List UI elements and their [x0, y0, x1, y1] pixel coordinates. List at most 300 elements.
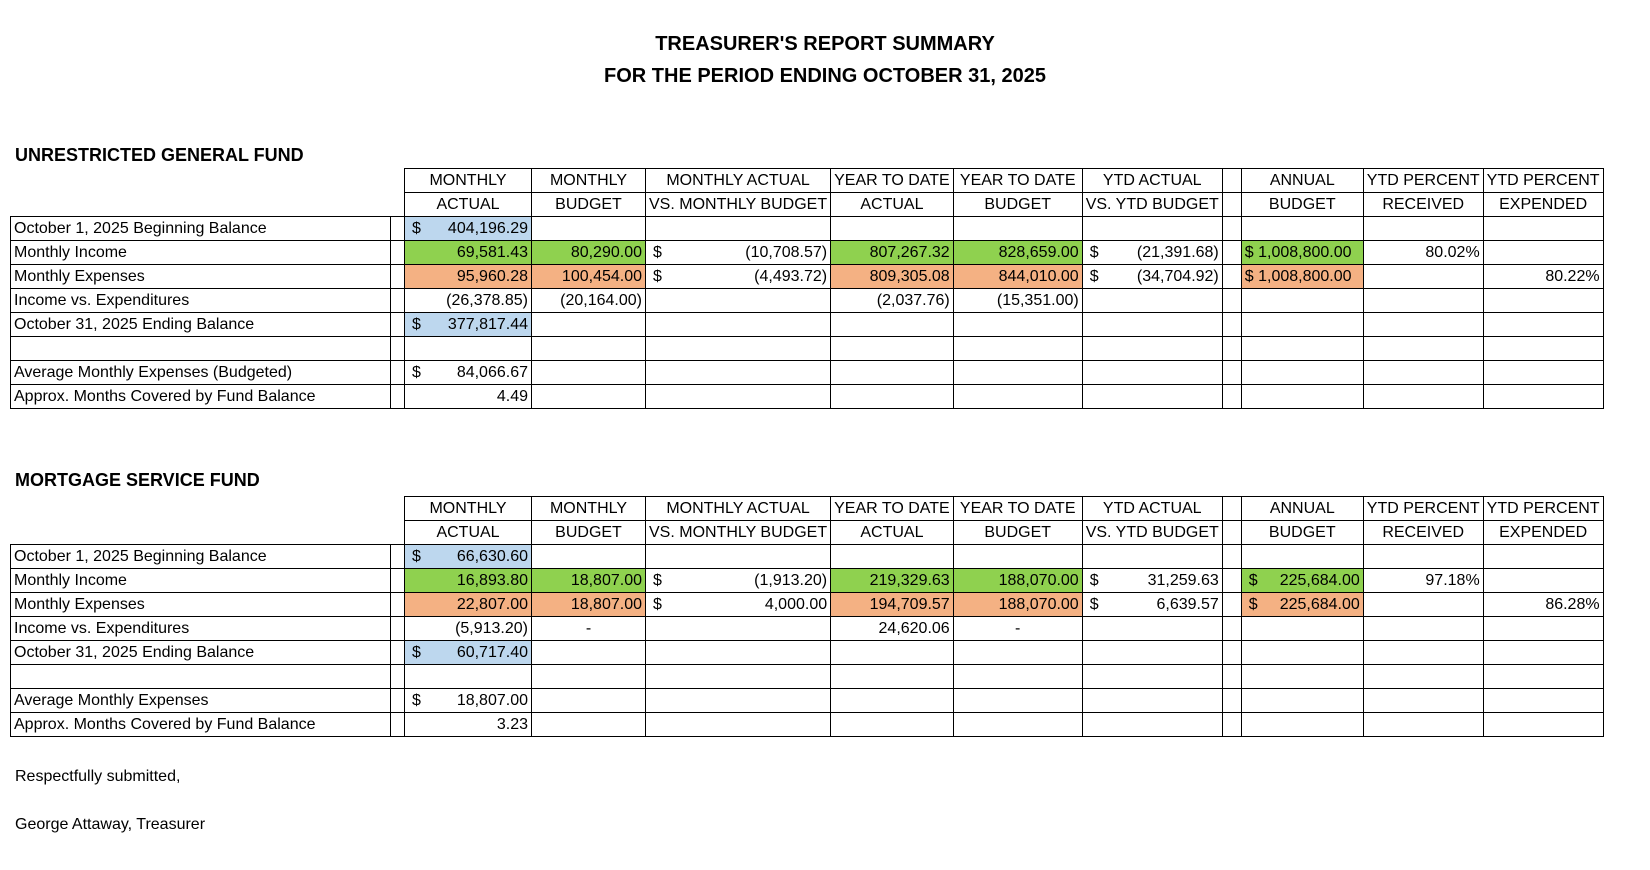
- amount: 188,070.00: [998, 571, 1079, 589]
- value-cell: [1363, 313, 1483, 337]
- value-cell: [405, 641, 532, 665]
- value-cell: [1222, 641, 1241, 665]
- column-header: ACTUAL: [405, 521, 532, 545]
- spacer-cell: [391, 385, 405, 409]
- value-cell: [953, 569, 1082, 593]
- empty-cell: [11, 521, 391, 545]
- amount: 86.28%: [1545, 595, 1600, 613]
- value-cell: [1222, 665, 1241, 689]
- column-header: MONTHLY: [405, 497, 532, 521]
- amount: 100,454.00: [561, 267, 642, 285]
- table-row: [11, 289, 1604, 313]
- value-cell: [646, 361, 831, 385]
- currency-symbol: $: [412, 691, 421, 709]
- value-cell: [953, 313, 1082, 337]
- value-cell: [831, 337, 954, 361]
- column-header: YTD PERCENT: [1483, 497, 1603, 521]
- column-header: ACTUAL: [405, 193, 532, 217]
- amount: (4,493.72): [754, 267, 828, 285]
- value-cell: [953, 641, 1082, 665]
- value-cell: [1222, 265, 1241, 289]
- table-row: [11, 569, 1604, 593]
- value-cell: [646, 545, 831, 569]
- amount-with-symbol: [1245, 266, 1352, 288]
- currency-value: [649, 266, 827, 288]
- value-cell: [1222, 241, 1241, 265]
- value-cell: [953, 689, 1082, 713]
- unrestricted-general-fund-title: UNRESTRICTED GENERAL FUND: [15, 145, 304, 165]
- value-cell: [646, 665, 831, 689]
- value-cell: [646, 289, 831, 313]
- value-cell: [1222, 385, 1241, 409]
- value-cell: [646, 313, 831, 337]
- value-cell: [532, 641, 646, 665]
- value-cell: [1222, 545, 1241, 569]
- amount: (1,913.20): [754, 571, 828, 589]
- column-header: MONTHLY: [532, 497, 646, 521]
- value-cell: [1241, 593, 1363, 617]
- column-header: EXPENDED: [1483, 193, 1603, 217]
- currency-symbol: $: [1244, 243, 1254, 261]
- empty-cell: [11, 497, 391, 521]
- value-cell: [1222, 361, 1241, 385]
- value-cell: [1222, 713, 1241, 737]
- value-cell: [1082, 265, 1222, 289]
- spacer-cell: [391, 545, 405, 569]
- value-cell: [1241, 241, 1363, 265]
- value-cell: [1363, 217, 1483, 241]
- value-cell: [405, 617, 532, 641]
- currency-value: [649, 242, 827, 264]
- value-cell: [405, 593, 532, 617]
- currency-symbol: $: [1248, 595, 1258, 613]
- value-cell: [831, 217, 954, 241]
- value-cell: [532, 289, 646, 313]
- amount: 22,807.00: [456, 595, 528, 613]
- row-label: October 1, 2025 Beginning Balance: [11, 217, 391, 241]
- currency-symbol: $: [1248, 571, 1258, 589]
- value-cell: [532, 313, 646, 337]
- currency-value: [408, 218, 528, 240]
- value-cell: [1363, 265, 1483, 289]
- column-header: VS. MONTHLY BUDGET: [646, 193, 831, 217]
- amount: (15,351.00): [996, 291, 1079, 309]
- amount: (5,913.20): [455, 619, 528, 637]
- amount: 66,630.60: [456, 547, 528, 565]
- amount: 844,010.00: [998, 267, 1079, 285]
- value-cell: [1483, 545, 1603, 569]
- column-header: YTD PERCENT: [1363, 497, 1483, 521]
- value-cell: [646, 241, 831, 265]
- row-label: Approx. Months Covered by Fund Balance: [11, 385, 391, 409]
- amount: 60,717.40: [456, 643, 528, 661]
- value-cell: [1082, 569, 1222, 593]
- amount: (26,378.85): [446, 291, 528, 309]
- spacer-cell: [391, 361, 405, 385]
- value-cell: [1363, 593, 1483, 617]
- value-cell: [953, 593, 1082, 617]
- value-cell: [405, 361, 532, 385]
- currency-symbol: $: [412, 643, 421, 661]
- value-cell: [1082, 217, 1222, 241]
- value-cell: [953, 265, 1082, 289]
- amount: 194,709.57: [869, 595, 950, 613]
- currency-symbol: $: [1244, 267, 1254, 285]
- value-cell: [831, 289, 954, 313]
- column-header: RECEIVED: [1363, 193, 1483, 217]
- amount: 219,329.63: [869, 571, 950, 589]
- value-cell: [532, 689, 646, 713]
- column-header: [1222, 521, 1241, 545]
- value-cell: [953, 217, 1082, 241]
- value-cell: [646, 593, 831, 617]
- value-cell: [1082, 713, 1222, 737]
- column-header: [1222, 497, 1241, 521]
- column-header: RECEIVED: [1363, 521, 1483, 545]
- value-cell: [831, 689, 954, 713]
- table-row: [11, 665, 1604, 689]
- value-cell: [532, 545, 646, 569]
- table-row: [11, 385, 1604, 409]
- column-header: MONTHLY: [405, 169, 532, 193]
- currency-symbol: $: [653, 571, 662, 589]
- value-cell: [1363, 241, 1483, 265]
- currency-value: [408, 546, 528, 568]
- currency-value: [408, 690, 528, 712]
- value-cell: [1082, 593, 1222, 617]
- table-row: [11, 265, 1604, 289]
- currency-symbol: $: [412, 363, 421, 381]
- value-cell: [646, 217, 831, 241]
- empty-cell: [391, 521, 405, 545]
- amount: 18,807.00: [570, 571, 642, 589]
- value-cell: [953, 361, 1082, 385]
- spacer-cell: [391, 337, 405, 361]
- report-title: TREASURER'S REPORT SUMMARY: [655, 33, 995, 55]
- value-cell: [831, 617, 954, 641]
- value-cell: [405, 665, 532, 689]
- amount: (34,704.92): [1136, 267, 1219, 285]
- value-cell: [1082, 289, 1222, 313]
- row-label: Average Monthly Expenses (Budgeted): [11, 361, 391, 385]
- value-cell: [1241, 313, 1363, 337]
- row-label: Monthly Income: [11, 241, 391, 265]
- value-cell: [405, 241, 532, 265]
- currency-value: [408, 642, 528, 664]
- value-cell: [1082, 617, 1222, 641]
- value-cell: [1222, 593, 1241, 617]
- value-cell: [1483, 617, 1603, 641]
- currency-symbol: $: [1089, 571, 1099, 589]
- currency-value: [649, 594, 827, 616]
- value-cell: [646, 265, 831, 289]
- row-label: Monthly Expenses: [11, 265, 391, 289]
- value-cell: [646, 385, 831, 409]
- value-cell: [1363, 289, 1483, 313]
- amount: -: [1015, 619, 1021, 637]
- column-header: VS. MONTHLY BUDGET: [646, 521, 831, 545]
- column-header: ACTUAL: [831, 521, 954, 545]
- closing-line: Respectfully submitted,: [15, 768, 181, 785]
- value-cell: [1241, 569, 1363, 593]
- column-header: YEAR TO DATE: [831, 497, 954, 521]
- value-cell: [1363, 385, 1483, 409]
- value-cell: [831, 665, 954, 689]
- table-row: [11, 593, 1604, 617]
- value-cell: [405, 569, 532, 593]
- value-cell: [1082, 241, 1222, 265]
- currency-symbol: $: [412, 219, 421, 237]
- amount: 3.23: [496, 715, 528, 733]
- value-cell: [646, 689, 831, 713]
- value-cell: [532, 265, 646, 289]
- value-cell: [1241, 265, 1363, 289]
- amount: 95,960.28: [456, 267, 528, 285]
- value-cell: [532, 241, 646, 265]
- amount-with-symbol: [1245, 242, 1352, 264]
- currency-value: [1086, 570, 1219, 592]
- column-header: ANNUAL: [1241, 497, 1363, 521]
- value-cell: [831, 545, 954, 569]
- column-header: MONTHLY: [532, 169, 646, 193]
- value-cell: [1082, 385, 1222, 409]
- value-cell: [953, 241, 1082, 265]
- column-header: [1222, 193, 1241, 217]
- spacer-cell: [391, 641, 405, 665]
- column-header: BUDGET: [953, 193, 1082, 217]
- table-row: [11, 641, 1604, 665]
- currency-value: [1086, 266, 1219, 288]
- value-cell: [953, 337, 1082, 361]
- amount: (21,391.68): [1136, 243, 1219, 261]
- value-cell: [1483, 689, 1603, 713]
- unrestricted-general-fund-table: [10, 168, 1604, 409]
- column-header: BUDGET: [532, 521, 646, 545]
- value-cell: [405, 289, 532, 313]
- currency-symbol: $: [412, 547, 421, 565]
- spacer-cell: [391, 313, 405, 337]
- value-cell: [646, 569, 831, 593]
- empty-cell: [391, 497, 405, 521]
- amount: 6,639.57: [1156, 595, 1219, 613]
- value-cell: [831, 593, 954, 617]
- value-cell: [405, 545, 532, 569]
- row-label: Approx. Months Covered by Fund Balance: [11, 713, 391, 737]
- column-header: EXPENDED: [1483, 521, 1603, 545]
- table-row: [11, 617, 1604, 641]
- value-cell: [1241, 689, 1363, 713]
- currency-value: [649, 570, 827, 592]
- column-header: YEAR TO DATE: [953, 497, 1082, 521]
- value-cell: [532, 337, 646, 361]
- amount: 16,893.80: [456, 571, 528, 589]
- value-cell: [1082, 545, 1222, 569]
- value-cell: [405, 337, 532, 361]
- currency-value: [1245, 594, 1360, 616]
- value-cell: [1241, 361, 1363, 385]
- currency-value: [408, 362, 528, 384]
- column-header: YTD ACTUAL: [1082, 497, 1222, 521]
- amount: 225,684.00: [1279, 571, 1360, 589]
- value-cell: [953, 713, 1082, 737]
- row-label: Average Monthly Expenses: [11, 689, 391, 713]
- value-cell: [953, 617, 1082, 641]
- value-cell: [646, 617, 831, 641]
- value-cell: [1082, 337, 1222, 361]
- value-cell: [1241, 665, 1363, 689]
- value-cell: [1363, 545, 1483, 569]
- column-header: YTD ACTUAL: [1082, 169, 1222, 193]
- amount: 807,267.32: [869, 243, 950, 261]
- spacer-cell: [391, 265, 405, 289]
- empty-cell: [391, 169, 405, 193]
- value-cell: [532, 569, 646, 593]
- value-cell: [1241, 545, 1363, 569]
- value-cell: [953, 289, 1082, 313]
- spacer-cell: [391, 593, 405, 617]
- currency-symbol: $: [412, 315, 421, 333]
- value-cell: [1082, 361, 1222, 385]
- amount: 24,620.06: [878, 619, 950, 637]
- value-cell: [1363, 641, 1483, 665]
- value-cell: [831, 385, 954, 409]
- amount: 18,807.00: [456, 691, 528, 709]
- row-label: [11, 337, 391, 361]
- currency-symbol: $: [653, 243, 662, 261]
- value-cell: [831, 361, 954, 385]
- row-label: Income vs. Expenditures: [11, 617, 391, 641]
- value-cell: [1222, 337, 1241, 361]
- value-cell: [1241, 641, 1363, 665]
- column-header: BUDGET: [1241, 193, 1363, 217]
- value-cell: [1363, 689, 1483, 713]
- amount: 809,305.08: [869, 267, 950, 285]
- column-header: MONTHLY ACTUAL: [646, 497, 831, 521]
- amount: 80,290.00: [570, 243, 642, 261]
- amount: 31,259.63: [1147, 571, 1219, 589]
- value-cell: [1222, 289, 1241, 313]
- column-header: BUDGET: [532, 193, 646, 217]
- value-cell: [532, 361, 646, 385]
- spacer-cell: [391, 289, 405, 313]
- value-cell: [405, 689, 532, 713]
- currency-value: [1086, 594, 1219, 616]
- value-cell: [1483, 337, 1603, 361]
- currency-symbol: $: [1089, 267, 1099, 285]
- amount: 4,000.00: [764, 595, 828, 613]
- spacer-cell: [391, 217, 405, 241]
- spacer-cell: [391, 713, 405, 737]
- report-subtitle: FOR THE PERIOD ENDING OCTOBER 31, 2025: [604, 65, 1046, 87]
- value-cell: [532, 665, 646, 689]
- column-header: VS. YTD BUDGET: [1082, 521, 1222, 545]
- row-label: Income vs. Expenditures: [11, 289, 391, 313]
- value-cell: [1241, 385, 1363, 409]
- value-cell: [1483, 713, 1603, 737]
- currency-symbol: $: [653, 595, 662, 613]
- value-cell: [1363, 665, 1483, 689]
- column-header: [1222, 169, 1241, 193]
- amount: 4.49: [496, 387, 528, 405]
- value-cell: [1082, 665, 1222, 689]
- spacer-cell: [391, 689, 405, 713]
- table-row: [11, 313, 1604, 337]
- mortgage-service-fund-table: [10, 496, 1604, 737]
- amount: (20,164.00): [560, 291, 642, 309]
- value-cell: [831, 713, 954, 737]
- mortgage-service-fund-title: MORTGAGE SERVICE FUND: [15, 470, 260, 490]
- header-row: [11, 521, 1604, 545]
- value-cell: [532, 593, 646, 617]
- column-header: VS. YTD BUDGET: [1082, 193, 1222, 217]
- value-cell: [405, 217, 532, 241]
- spacer-cell: [391, 665, 405, 689]
- empty-cell: [391, 193, 405, 217]
- amount: (10,708.57): [745, 243, 828, 261]
- currency-symbol: $: [653, 267, 662, 285]
- value-cell: [1483, 361, 1603, 385]
- value-cell: [1222, 217, 1241, 241]
- amount: (2,037.76): [876, 291, 950, 309]
- value-cell: [1483, 241, 1603, 265]
- table-row: [11, 361, 1604, 385]
- value-cell: [532, 617, 646, 641]
- row-label: [11, 665, 391, 689]
- value-cell: [953, 665, 1082, 689]
- value-cell: [1082, 641, 1222, 665]
- value-cell: [1483, 569, 1603, 593]
- value-cell: [831, 265, 954, 289]
- value-cell: [646, 713, 831, 737]
- value-cell: [1483, 313, 1603, 337]
- column-header: YTD PERCENT: [1363, 169, 1483, 193]
- header-row: [11, 193, 1604, 217]
- currency-symbol: $: [1089, 243, 1099, 261]
- value-cell: [405, 313, 532, 337]
- amount: 828,659.00: [998, 243, 1079, 261]
- value-cell: [1222, 689, 1241, 713]
- spacer-cell: [391, 617, 405, 641]
- header-row: [11, 497, 1604, 521]
- column-header: YTD PERCENT: [1483, 169, 1603, 193]
- value-cell: [1241, 713, 1363, 737]
- amount: 1,008,800.00: [1258, 243, 1352, 261]
- column-header: YEAR TO DATE: [831, 169, 954, 193]
- currency-value: [1086, 242, 1219, 264]
- amount: 80.02%: [1425, 243, 1480, 261]
- value-cell: [405, 713, 532, 737]
- column-header: ACTUAL: [831, 193, 954, 217]
- column-header: BUDGET: [1241, 521, 1363, 545]
- value-cell: [532, 713, 646, 737]
- amount: 1,008,800.00: [1258, 267, 1352, 285]
- value-cell: [831, 313, 954, 337]
- value-cell: [1241, 217, 1363, 241]
- value-cell: [1222, 313, 1241, 337]
- value-cell: [1363, 361, 1483, 385]
- amount: 80.22%: [1545, 267, 1600, 285]
- value-cell: [953, 385, 1082, 409]
- empty-cell: [11, 193, 391, 217]
- table-row: [11, 545, 1604, 569]
- value-cell: [646, 641, 831, 665]
- value-cell: [1222, 569, 1241, 593]
- value-cell: [1483, 217, 1603, 241]
- value-cell: [1483, 265, 1603, 289]
- spacer-cell: [391, 241, 405, 265]
- value-cell: [1082, 689, 1222, 713]
- table-row: [11, 241, 1604, 265]
